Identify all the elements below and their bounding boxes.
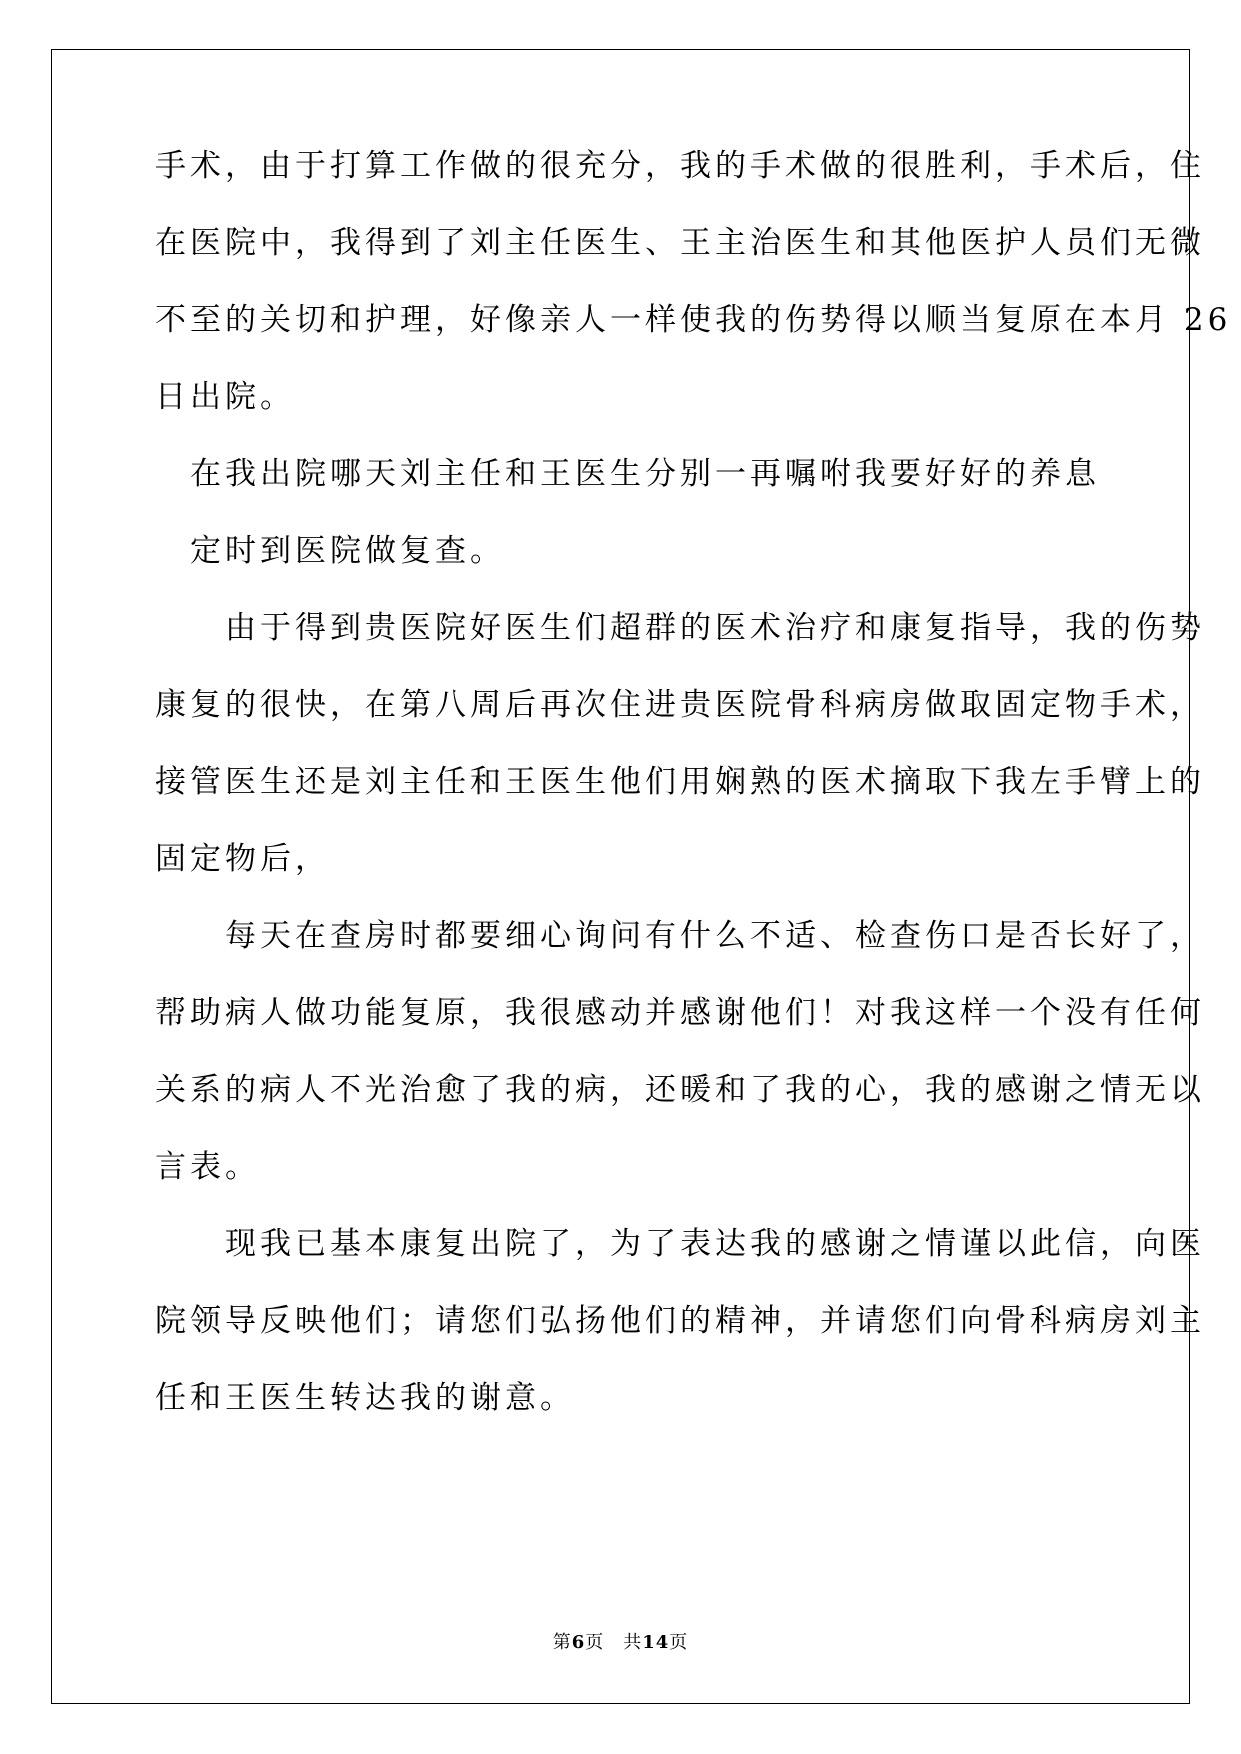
text-line: 院领导反映他们；请您们弘扬他们的精神，并请您们向骨科病房刘主 <box>155 1303 1205 1339</box>
text-line: 日出院。 <box>155 379 295 415</box>
text-line: 任和王医生转达我的谢意。 <box>155 1380 575 1416</box>
page-footer <box>0 1628 1241 1654</box>
footer-prefix: 第 <box>552 1632 572 1653</box>
text-line: 在我出院哪天刘主任和王医生分别一再嘱咐我要好好的养息 <box>155 456 1100 492</box>
footer-mid: 页 共 <box>585 1632 643 1653</box>
text-line: 由于得到贵医院好医生们超群的医术治疗和康复指导，我的伤势 <box>155 610 1205 646</box>
text-line: 每天在查房时都要细心询问有什么不适、检查伤口是否长好了， <box>155 918 1205 954</box>
text-line: 手术，由于打算工作做的很充分，我的手术做的很胜利，手术后，住 <box>155 148 1205 184</box>
current-page-number: 6 <box>571 1632 586 1653</box>
text-line: 接管医生还是刘主任和王医生他们用娴熟的医术摘取下我左手臂上的 <box>155 764 1205 800</box>
text-line: 帮助病人做功能复原，我很感动并感谢他们！对我这样一个没有任何 <box>155 995 1205 1031</box>
footer-suffix: 页 <box>669 1632 689 1653</box>
letter-body <box>155 128 1232 1437</box>
text-line: 现我已基本康复出院了，为了表达我的感谢之情谨以此信，向医 <box>155 1226 1205 1262</box>
text-line: 在医院中，我得到了刘主任医生、王主治医生和其他医护人员们无微 <box>155 225 1205 261</box>
total-page-count: 14 <box>642 1632 670 1653</box>
text-line: 言表。 <box>155 1149 260 1185</box>
text-line: 定时到医院做复查。 <box>155 533 505 569</box>
text-line: 康复的很快，在第八周后再次住进贵医院骨科病房做取固定物手术， <box>155 687 1205 723</box>
text-line: 关系的病人不光治愈了我的病，还暖和了我的心，我的感谢之情无以 <box>155 1072 1205 1108</box>
text-line: 不至的关切和护理，好像亲人一样使我的伤势得以顺当复原在本月 26 <box>155 302 1232 338</box>
text-line: 固定物后， <box>155 841 330 877</box>
